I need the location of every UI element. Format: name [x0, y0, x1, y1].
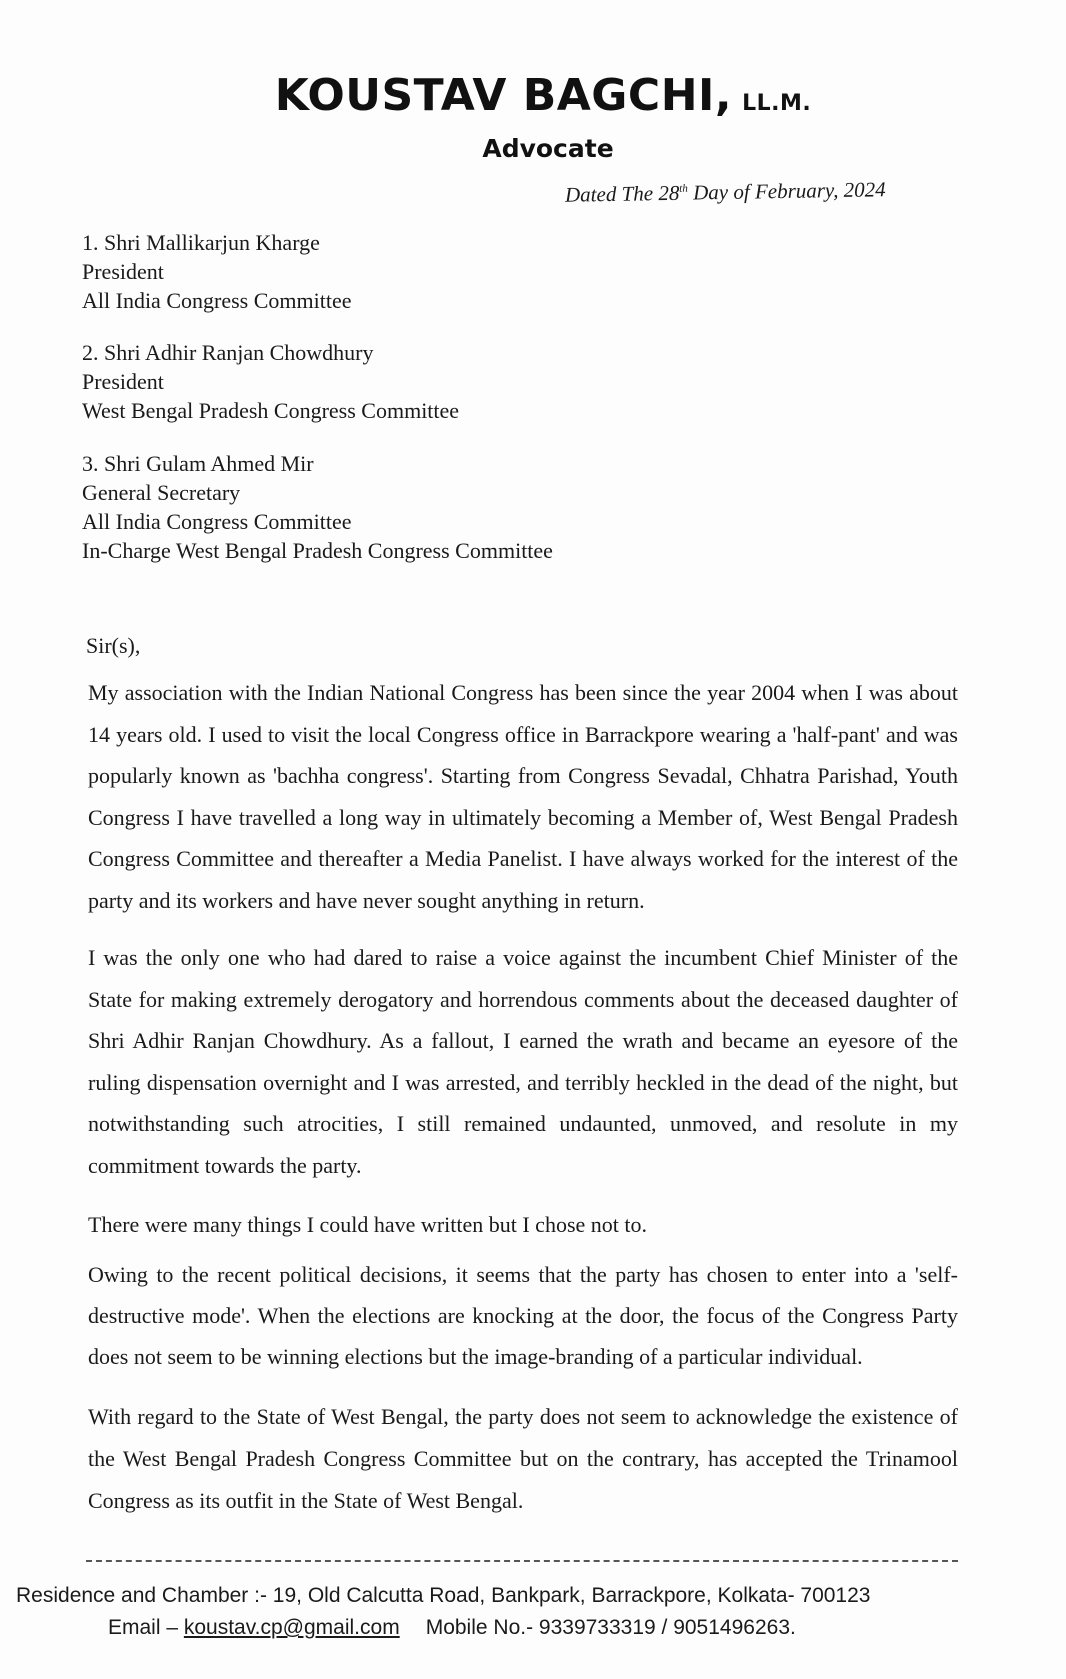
email-link[interactable]: koustav.cp@gmail.com — [183, 1616, 400, 1639]
addressee-name: 1. Shri Mallikarjun Kharge — [82, 230, 320, 255]
addressee-designation: President — [82, 259, 164, 284]
degree-suffix: LL.M. — [742, 91, 812, 116]
addressee-name: 3. Shri Gulam Ahmed Mir — [82, 451, 314, 476]
date-ordinal: th — [679, 182, 688, 195]
letter-date — [565, 177, 886, 208]
salutation: Sir(s), — [86, 633, 141, 658]
addressee-charge: In-Charge West Bengal Pradesh Congress Committee — [82, 538, 553, 563]
addressee-organization: All India Congress Committee — [82, 288, 352, 313]
letterhead — [0, 70, 1066, 121]
footer-address: Residence and Chamber :- 19, Old Calcutta Road, Bankpark, Barrackpore, Kolkata- 700123 — [16, 1584, 871, 1607]
email-label: Email – — [108, 1616, 184, 1639]
footer-contact — [108, 1616, 796, 1640]
advocate-name: KOUSTAV BAGCHI, — [274, 70, 733, 121]
body-paragraph-4: Owing to the recent political decisions, it seems that the party has chosen to enter into a 'self-destructive mode'. When the elections are knocking at the door, the focus of the Congress Party does not seem to be winning elections but the image-branding of a particular individual. — [88, 1262, 958, 1369]
addressee-3 — [82, 449, 553, 565]
advocate-title: Advocate — [482, 134, 614, 163]
date-suffix: Day of February, 2024 — [687, 177, 886, 205]
body-paragraph-5: With regard to the State of West Bengal, the party does not seem to acknowledge the existence of the West Bengal Pradesh Congress Committee but on the contrary, has accepted the Trinamool Congress as its outfit in the State of West Bengal. — [88, 1404, 958, 1513]
addressee-2 — [82, 338, 459, 425]
body-paragraph-2: I was the only one who had dared to raise a voice against the incumbent Chief Minister of the State for making extremely derogatory and horrendous comments about the deceased daughter of Shri Adhir Ranjan Chowdhury. As a fallout, I earned the wrath and became an eyesore of the ruling dispensation overnight and I was arrested, and terribly heckled in the dead of the night, but notwithstanding such atrocities, I still remained undaunted, unmoved, and resolute in my commitment towards the party. — [88, 945, 958, 1178]
date-prefix: Dated The 28 — [564, 180, 680, 207]
addressee-name: 2. Shri Adhir Ranjan Chowdhury — [82, 340, 374, 365]
addressee-organization: West Bengal Pradesh Congress Committee — [82, 398, 460, 423]
addressee-1 — [82, 228, 351, 315]
mobile-numbers: Mobile No.- 9339733319 / 9051496263. — [425, 1616, 796, 1639]
body-paragraph-1: My association with the Indian National Congress has been since the year 2004 when I was about 14 years old. I used to visit the local Congress office in Barrackpore wearing a 'half-pant' and was popularly known as 'bachha congress'. Starting from Congress Sevadal, Chhatra Parishad, Youth Congress I have travelled a long way in ultimately becoming a Member of, West Bengal Pradesh Congress Committee and thereafter a Media Panelist. I have always worked for the interest of the party and its workers and have never sought anything in return. — [88, 680, 958, 913]
footer-divider — [86, 1560, 958, 1562]
addressee-designation: President — [82, 369, 164, 394]
addressee-designation: General Secretary — [82, 480, 241, 505]
body-paragraph-3: There were many things I could have written but I chose not to. — [88, 1212, 648, 1237]
addressee-organization: All India Congress Committee — [82, 509, 352, 534]
